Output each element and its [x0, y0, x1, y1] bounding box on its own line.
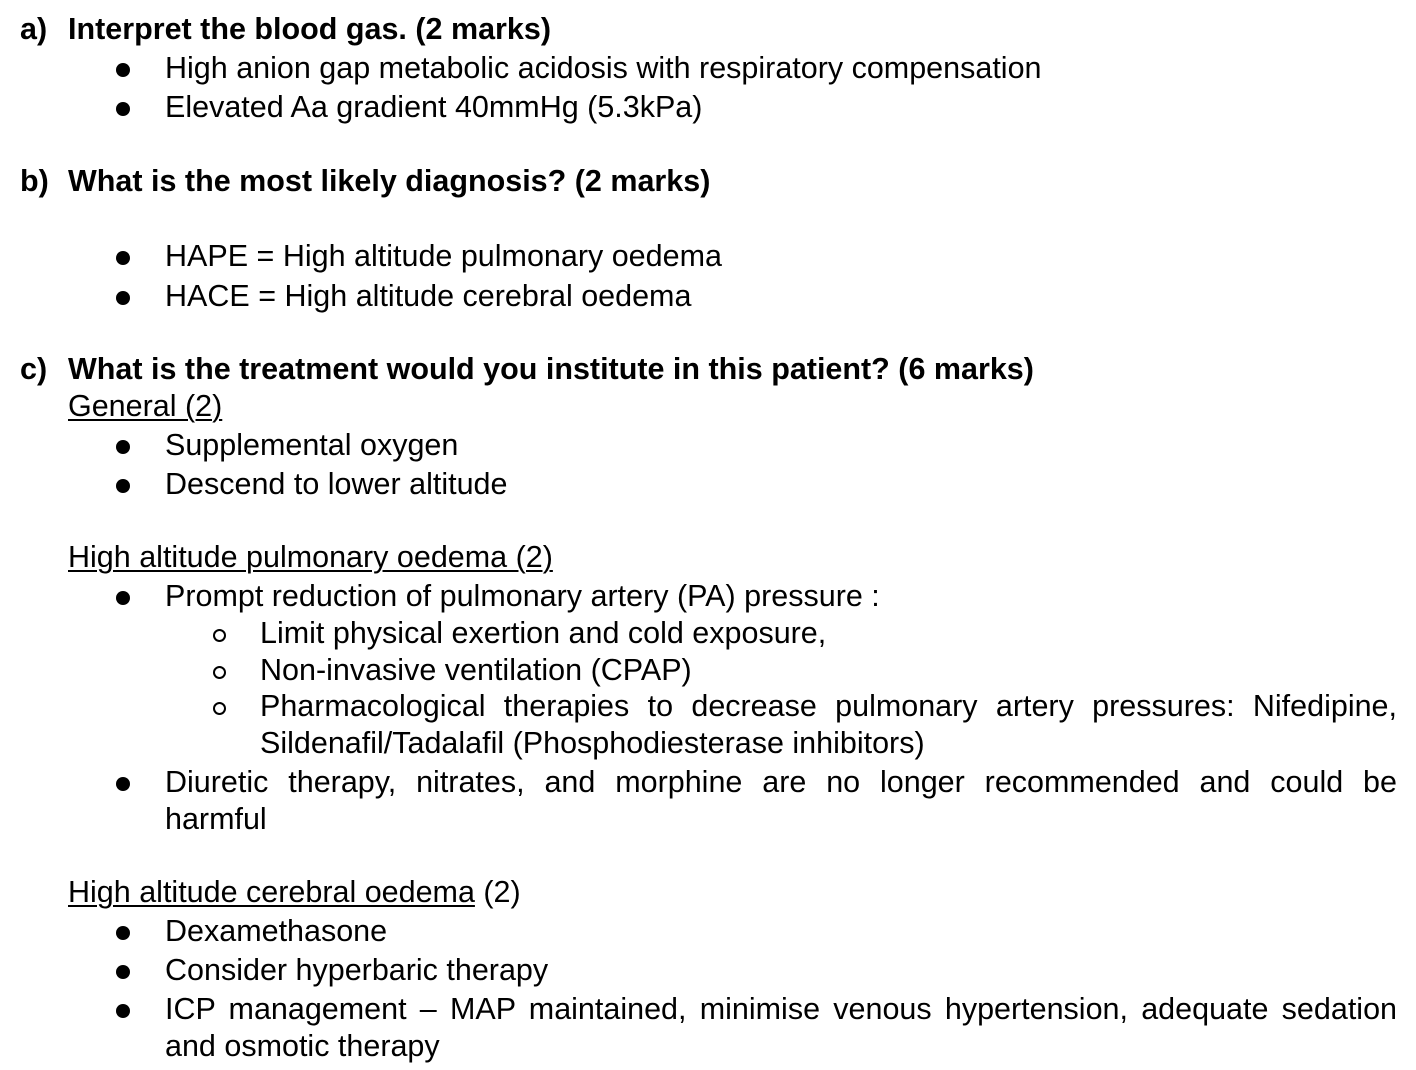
hape-item-2-cont: harmful [165, 802, 267, 836]
bullet-icon [116, 63, 130, 77]
bullet-icon [116, 251, 130, 265]
answer-a-item-2: Elevated Aa gradient 40mmHg (5.3kPa) [165, 90, 703, 124]
hace-item-1: Dexamethasone [165, 914, 388, 948]
hace-heading-marks: (2) [474, 875, 521, 909]
general-item-1: Supplemental oxygen [165, 428, 459, 462]
answer-b-item-2: HACE = High altitude cerebral oedema [165, 279, 692, 313]
hape-subitem-2: Non-invasive ventilation (CPAP) [260, 653, 692, 687]
hape-item-1: Prompt reduction of pulmonary artery (PA) pressure : [165, 579, 880, 613]
hape-heading: High altitude pulmonary oedema (2) [68, 540, 553, 574]
question-a-text: Interpret the blood gas. (2 marks) [68, 12, 552, 46]
bullet-icon [116, 591, 130, 605]
question-b-text: What is the most likely diagnosis? (2 marks) [68, 164, 711, 198]
bullet-icon [116, 965, 130, 979]
bullet-icon [116, 102, 130, 116]
answer-a-item-1: High anion gap metabolic acidosis with respiratory compensation [165, 51, 1042, 85]
bullet-icon [116, 1004, 130, 1018]
question-c-text: What is the treatment would you institute in this patient? (6 marks) [68, 352, 1034, 386]
hape-item-2: Diuretic therapy, nitrates, and morphine are no longer recommended and could be [165, 765, 1397, 799]
hace-item-3: ICP management – MAP maintained, minimise venous hypertension, adequate sedation [165, 992, 1397, 1026]
question-a-letter: a) [20, 12, 48, 46]
general-item-2: Descend to lower altitude [165, 467, 508, 501]
question-b-letter: b) [20, 164, 49, 198]
hape-subitem-1: Limit physical exertion and cold exposure, [260, 616, 827, 650]
hace-heading: High altitude cerebral oedema [68, 875, 475, 909]
hace-item-3-cont: and osmotic therapy [165, 1029, 440, 1063]
bullet-icon [116, 291, 130, 305]
answer-b-item-1: HAPE = High altitude pulmonary oedema [165, 239, 722, 273]
bullet-icon [116, 926, 130, 940]
hace-heading-row [68, 877, 521, 908]
question-c-letter: c) [20, 352, 48, 386]
circle-bullet-icon [213, 629, 226, 642]
hape-subitem-3-cont: Sildenafil/Tadalafil (Phosphodiesterase inhibitors) [260, 726, 925, 760]
bullet-icon [116, 479, 130, 493]
bullet-icon [116, 440, 130, 454]
bullet-icon [116, 777, 130, 791]
general-heading: General (2) [68, 389, 223, 423]
circle-bullet-icon [213, 666, 226, 679]
hace-item-2: Consider hyperbaric therapy [165, 953, 549, 987]
hape-subitem-3: Pharmacological therapies to decrease pulmonary artery pressures: Nifedipine, [260, 689, 1397, 723]
circle-bullet-icon [213, 702, 226, 715]
